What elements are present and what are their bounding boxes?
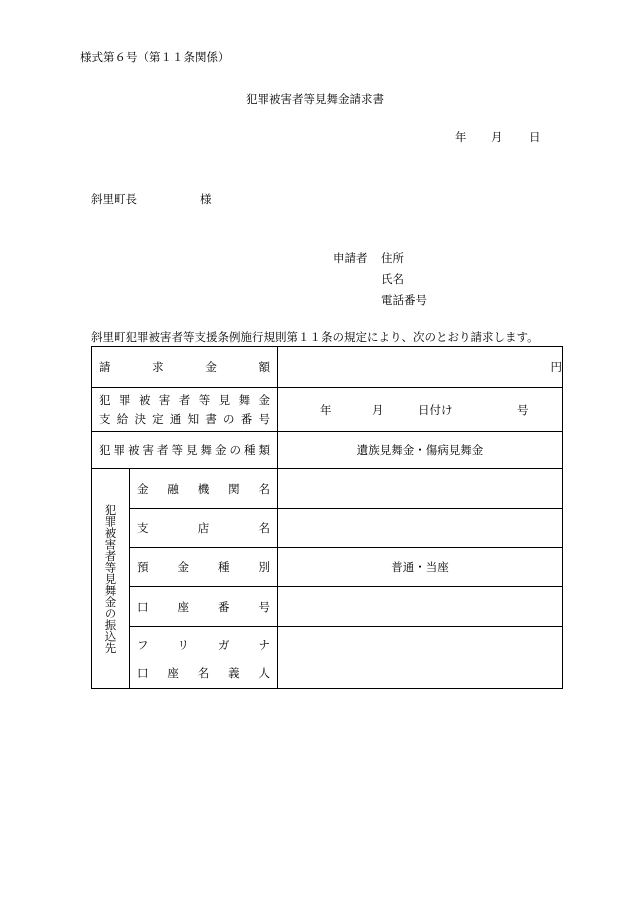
- account-holder-field[interactable]: [278, 627, 563, 689]
- type-label: 犯 罪 被 害 者 等 見 舞 金 の 種 類: [99, 443, 270, 457]
- decision-label: 犯 罪 被 害 者 等 見 舞 金 支 給 決 定 通 知 書 の 番 号: [99, 392, 270, 426]
- amount-label: 請 求 金 額: [99, 360, 270, 374]
- page-title: 犯罪被害者等見舞金請求書: [246, 92, 384, 106]
- account-holder-name-label: 口 座 名 義 人: [137, 665, 270, 680]
- applicant-address-label: 住所: [381, 251, 404, 265]
- bank-label-cell: [130, 469, 278, 509]
- date-day-label: 日: [529, 130, 541, 144]
- applicant-name-label: 氏名: [381, 272, 404, 286]
- addressee-honorific: 様: [200, 192, 212, 206]
- account-holder-label-cell: [130, 627, 278, 689]
- transfer-group-label: 犯罪被害者等見舞金の振込先: [103, 503, 118, 654]
- furigana-label: フ リ ガ ナ: [137, 637, 270, 652]
- request-statement: 斜里町犯罪被害者等支援条例施行規則第１１条の規定により、次のとおり請求します。: [91, 330, 539, 344]
- deposit-type-options: 普通・当座: [391, 560, 449, 574]
- branch-label-cell: [130, 509, 278, 548]
- decision-row: [92, 388, 563, 432]
- form-number: 様式第６号（第１１条関係）: [80, 50, 230, 64]
- bank-field[interactable]: [278, 469, 563, 509]
- decision-year-label: 年: [320, 402, 332, 417]
- account-holder-row: [92, 627, 563, 689]
- account-number-row: [92, 587, 563, 627]
- account-number-label: 口 座 番 号: [137, 599, 270, 614]
- deposit-type-label: 預 金 種 別: [137, 560, 270, 574]
- request-form-table: [91, 346, 563, 689]
- decision-dated-label: 日付け: [418, 402, 453, 417]
- applicant-phone-label: 電話番号: [381, 293, 427, 307]
- decision-month-label: 月: [372, 402, 384, 417]
- type-label-cell: [92, 432, 278, 469]
- deposit-type-field[interactable]: [278, 548, 563, 587]
- transfer-group-label-cell: [92, 469, 130, 689]
- amount-unit: 円: [550, 360, 562, 374]
- type-options: 遺族見舞金・傷病見舞金: [356, 443, 484, 457]
- type-row: [92, 432, 563, 469]
- applicant-label: 申請者: [333, 251, 368, 265]
- decision-label-cell: [92, 388, 278, 432]
- branch-label: 支 店 名: [137, 521, 270, 535]
- bank-label: 金 融 機 関 名: [137, 481, 270, 496]
- date-year-label: 年: [455, 130, 467, 144]
- account-holder-label: [130, 629, 277, 687]
- account-number-label-cell: [130, 587, 278, 627]
- account-number-field[interactable]: [278, 587, 563, 627]
- amount-label-cell: [92, 347, 278, 388]
- type-field[interactable]: [278, 432, 563, 469]
- addressee-name: 斜里町長: [91, 192, 137, 206]
- deposit-type-label-cell: [130, 548, 278, 587]
- deposit-type-row: [92, 548, 563, 587]
- bank-row: [92, 469, 563, 509]
- amount-field[interactable]: [278, 347, 563, 388]
- decision-number-field[interactable]: [278, 388, 563, 432]
- branch-row: [92, 509, 563, 548]
- amount-row: [92, 347, 563, 388]
- date-month-label: 月: [491, 130, 503, 144]
- decision-number-label: 号: [517, 402, 529, 417]
- branch-field[interactable]: [278, 509, 563, 548]
